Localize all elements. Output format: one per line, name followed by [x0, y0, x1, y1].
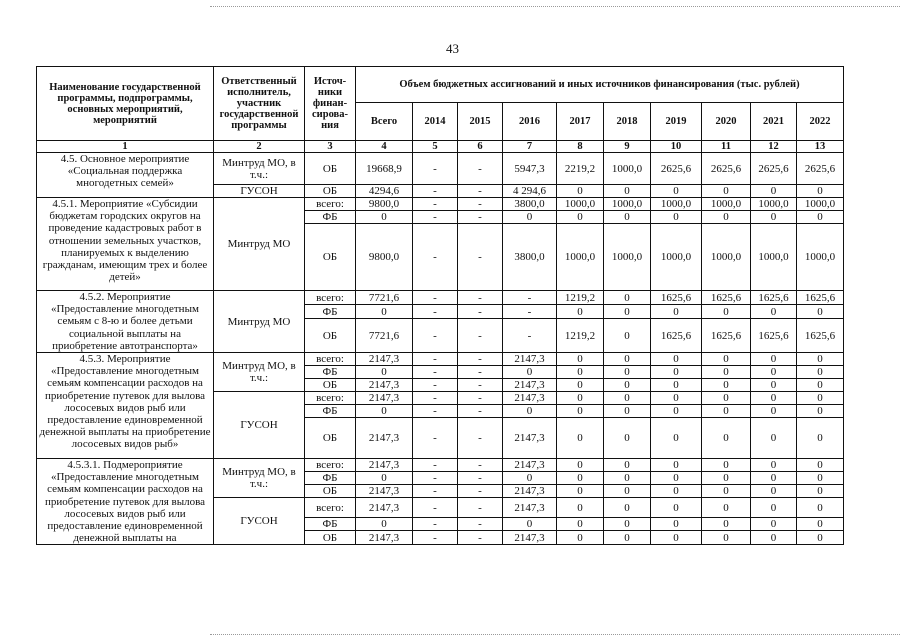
value-cell: 0: [797, 379, 844, 392]
column-number-cell: 11: [702, 141, 751, 153]
value-cell: 0: [702, 472, 751, 485]
value-cell: 19668,9: [356, 153, 413, 185]
value-cell: 0: [702, 366, 751, 379]
value-cell: 0: [797, 185, 844, 198]
value-cell: 2147,3: [503, 459, 557, 472]
value-cell: 0: [651, 185, 702, 198]
value-cell: 0: [604, 366, 651, 379]
header-year-cell: 2018: [604, 103, 651, 141]
value-cell: -: [458, 319, 503, 353]
value-cell: 2147,3: [356, 353, 413, 366]
value-cell: -: [413, 198, 458, 211]
value-cell: 0: [797, 518, 844, 531]
value-cell: 1219,2: [557, 291, 604, 305]
value-cell: 1000,0: [651, 224, 702, 291]
value-cell: 0: [702, 305, 751, 319]
value-cell: 2147,3: [503, 379, 557, 392]
column-number-cell: 6: [458, 141, 503, 153]
value-cell: -: [458, 366, 503, 379]
value-cell: 0: [356, 366, 413, 379]
value-cell: 0: [702, 518, 751, 531]
value-cell: 0: [797, 366, 844, 379]
value-cell: 2147,3: [503, 531, 557, 545]
source-cell: всего:: [305, 459, 356, 472]
value-cell: 1625,6: [651, 291, 702, 305]
value-cell: -: [413, 211, 458, 224]
source-cell: ФБ: [305, 305, 356, 319]
value-cell: 1625,6: [797, 319, 844, 353]
value-cell: -: [413, 366, 458, 379]
value-cell: 1219,2: [557, 319, 604, 353]
value-cell: 2147,3: [503, 353, 557, 366]
value-cell: 0: [702, 531, 751, 545]
value-cell: 0: [604, 353, 651, 366]
value-cell: 0: [751, 518, 797, 531]
executor-cell: ГУСОН: [214, 392, 305, 459]
value-cell: -: [458, 418, 503, 459]
source-cell: всего:: [305, 353, 356, 366]
value-cell: 0: [797, 498, 844, 518]
value-cell: 0: [751, 472, 797, 485]
page-number: 43: [446, 41, 459, 56]
value-cell: 0: [702, 392, 751, 405]
header-year-cell: 2021: [751, 103, 797, 141]
value-cell: 0: [651, 305, 702, 319]
table-row: [37, 198, 844, 211]
value-cell: 0: [356, 518, 413, 531]
value-cell: 7721,6: [356, 291, 413, 305]
value-cell: 0: [356, 472, 413, 485]
value-cell: -: [413, 459, 458, 472]
value-cell: 0: [651, 418, 702, 459]
value-cell: 0: [604, 379, 651, 392]
value-cell: 0: [604, 498, 651, 518]
measure-name-cell: 4.5.1. Мероприятие «Субсидии бюджетам городских округов на проведение кадастровых работ в отношении земельных участков, планируемых к выделению гражданам, имеющим трех и более детей»: [37, 198, 214, 291]
value-cell: -: [503, 305, 557, 319]
value-cell: 2147,3: [356, 379, 413, 392]
executor-cell: Минтруд МО, в т.ч.:: [214, 153, 305, 185]
value-cell: 0: [651, 459, 702, 472]
column-number-cell: 9: [604, 141, 651, 153]
value-cell: -: [458, 518, 503, 531]
value-cell: 7721,6: [356, 319, 413, 353]
column-number-cell: 2: [214, 141, 305, 153]
value-cell: 0: [702, 498, 751, 518]
measure-name-cell: 4.5.3. Мероприятие «Предоставление многодетным семьям компенсации расходов на приобретение путевок для вылова лососевых видов рыб или предоставление единовременной денежной выплаты на приобретение лососевых видов рыб»: [37, 353, 214, 459]
value-cell: 0: [751, 498, 797, 518]
column-number-cell: 7: [503, 141, 557, 153]
bottom-edge-line: [210, 634, 900, 635]
value-cell: -: [503, 291, 557, 305]
value-cell: 0: [651, 531, 702, 545]
header-year-cell: 2015: [458, 103, 503, 141]
column-number-cell: 5: [413, 141, 458, 153]
value-cell: -: [413, 418, 458, 459]
value-cell: 1000,0: [604, 153, 651, 185]
value-cell: -: [458, 353, 503, 366]
value-cell: 2147,3: [356, 498, 413, 518]
value-cell: 0: [356, 211, 413, 224]
value-cell: 1625,6: [751, 319, 797, 353]
source-cell: всего:: [305, 392, 356, 405]
column-number-cell: 3: [305, 141, 356, 153]
value-cell: 4294,6: [356, 185, 413, 198]
value-cell: 0: [356, 305, 413, 319]
value-cell: 0: [651, 498, 702, 518]
value-cell: 1000,0: [797, 224, 844, 291]
value-cell: 5947,3: [503, 153, 557, 185]
value-cell: 0: [651, 485, 702, 498]
value-cell: 1000,0: [557, 198, 604, 211]
value-cell: 0: [651, 353, 702, 366]
value-cell: 1625,6: [702, 291, 751, 305]
value-cell: -: [413, 472, 458, 485]
value-cell: -: [458, 211, 503, 224]
value-cell: 2147,3: [503, 485, 557, 498]
value-cell: 0: [751, 405, 797, 418]
source-cell: ОБ: [305, 319, 356, 353]
value-cell: 0: [751, 485, 797, 498]
value-cell: -: [458, 185, 503, 198]
measure-name-cell: 4.5.3.1. Подмероприятие «Предоставление многодетным семьям компенсации расходов на приобретение путевок для вылова лососевых видов рыб или предоставление единовременной денежной выплаты на: [37, 459, 214, 545]
value-cell: 0: [557, 366, 604, 379]
value-cell: 0: [651, 211, 702, 224]
value-cell: 1000,0: [702, 198, 751, 211]
value-cell: 0: [797, 405, 844, 418]
value-cell: 0: [702, 379, 751, 392]
value-cell: 0: [751, 305, 797, 319]
value-cell: 2147,3: [503, 392, 557, 405]
value-cell: 0: [751, 392, 797, 405]
value-cell: 0: [702, 418, 751, 459]
value-cell: 2625,6: [797, 153, 844, 185]
value-cell: -: [413, 379, 458, 392]
header-executor-column: Ответственный исполнитель, участник государственной программы: [214, 67, 305, 141]
value-cell: 1625,6: [651, 319, 702, 353]
value-cell: 2625,6: [702, 153, 751, 185]
value-cell: 0: [751, 531, 797, 545]
value-cell: 0: [503, 366, 557, 379]
value-cell: 0: [751, 366, 797, 379]
value-cell: 1000,0: [702, 224, 751, 291]
column-number-cell: 4: [356, 141, 413, 153]
value-cell: 0: [557, 485, 604, 498]
column-number-cell: 10: [651, 141, 702, 153]
executor-cell: Минтруд МО: [214, 198, 305, 291]
value-cell: -: [413, 405, 458, 418]
value-cell: 0: [604, 405, 651, 418]
value-cell: 2625,6: [651, 153, 702, 185]
source-cell: ФБ: [305, 518, 356, 531]
source-cell: ОБ: [305, 485, 356, 498]
value-cell: 0: [702, 459, 751, 472]
value-cell: 0: [651, 366, 702, 379]
value-cell: 0: [797, 418, 844, 459]
value-cell: 1000,0: [604, 198, 651, 211]
value-cell: 0: [797, 353, 844, 366]
measure-name-cell: 4.5. Основное мероприятие «Социальная поддержка многодетных семей»: [37, 153, 214, 198]
value-cell: 0: [751, 418, 797, 459]
value-cell: 2625,6: [751, 153, 797, 185]
executor-cell: Минтруд МО, в т.ч.:: [214, 353, 305, 392]
value-cell: 0: [604, 485, 651, 498]
executor-cell: Минтруд МО: [214, 291, 305, 353]
source-cell: ФБ: [305, 405, 356, 418]
budget-table: [36, 66, 844, 545]
source-cell: всего:: [305, 198, 356, 211]
value-cell: 0: [702, 485, 751, 498]
value-cell: 2147,3: [356, 531, 413, 545]
value-cell: 0: [604, 531, 651, 545]
value-cell: 0: [503, 405, 557, 418]
value-cell: 0: [604, 305, 651, 319]
value-cell: 0: [557, 498, 604, 518]
value-cell: -: [413, 153, 458, 185]
value-cell: 0: [557, 353, 604, 366]
value-cell: 0: [797, 459, 844, 472]
value-cell: 1000,0: [797, 198, 844, 211]
column-number-cell: 8: [557, 141, 604, 153]
value-cell: 2147,3: [356, 392, 413, 405]
value-cell: 0: [751, 379, 797, 392]
value-cell: 2147,3: [356, 459, 413, 472]
value-cell: 0: [651, 405, 702, 418]
header-source-column: Источ-ники финан-сирова-ния: [305, 67, 356, 141]
executor-cell: ГУСОН: [214, 498, 305, 545]
value-cell: 0: [651, 472, 702, 485]
value-cell: 0: [797, 485, 844, 498]
header-year-cell: 2016: [503, 103, 557, 141]
table-row: [37, 153, 844, 185]
value-cell: -: [413, 498, 458, 518]
header-year-cell: 2014: [413, 103, 458, 141]
value-cell: 3800,0: [503, 198, 557, 211]
header-name-column: Наименование государственной программы, подпрограммы, основных мероприятий, мероприятий: [37, 67, 214, 141]
value-cell: 0: [356, 405, 413, 418]
value-cell: 0: [557, 418, 604, 459]
value-cell: -: [458, 291, 503, 305]
value-cell: 0: [557, 392, 604, 405]
table-row: [37, 459, 844, 472]
value-cell: 0: [797, 305, 844, 319]
value-cell: 0: [557, 472, 604, 485]
value-cell: 0: [702, 405, 751, 418]
value-cell: 0: [604, 518, 651, 531]
value-cell: 1625,6: [751, 291, 797, 305]
value-cell: -: [413, 305, 458, 319]
value-cell: -: [413, 531, 458, 545]
value-cell: -: [458, 305, 503, 319]
executor-cell: Минтруд МО, в т.ч.:: [214, 459, 305, 498]
value-cell: -: [413, 392, 458, 405]
value-cell: 0: [557, 518, 604, 531]
source-cell: ОБ: [305, 379, 356, 392]
value-cell: 1625,6: [797, 291, 844, 305]
value-cell: 0: [604, 211, 651, 224]
value-cell: 0: [557, 379, 604, 392]
value-cell: 0: [797, 531, 844, 545]
value-cell: 0: [557, 211, 604, 224]
source-cell: ФБ: [305, 472, 356, 485]
value-cell: 0: [797, 392, 844, 405]
header-year-cell: 2022: [797, 103, 844, 141]
value-cell: -: [458, 472, 503, 485]
value-cell: 2147,3: [356, 418, 413, 459]
source-cell: ОБ: [305, 185, 356, 198]
value-cell: 0: [503, 211, 557, 224]
value-cell: -: [458, 459, 503, 472]
top-edge-line: [210, 6, 900, 7]
value-cell: 1000,0: [557, 224, 604, 291]
value-cell: -: [458, 379, 503, 392]
value-cell: -: [458, 392, 503, 405]
value-cell: 0: [503, 518, 557, 531]
value-cell: 0: [751, 353, 797, 366]
value-cell: 1000,0: [604, 224, 651, 291]
source-cell: всего:: [305, 498, 356, 518]
value-cell: 1000,0: [651, 198, 702, 211]
source-cell: всего:: [305, 291, 356, 305]
header-volume-column: Объем бюджетных ассигнований и иных источников финансирования (тыс. рублей): [356, 67, 844, 103]
value-cell: 0: [651, 518, 702, 531]
value-cell: 0: [702, 185, 751, 198]
value-cell: -: [458, 153, 503, 185]
value-cell: -: [458, 198, 503, 211]
column-number-cell: 13: [797, 141, 844, 153]
value-cell: 0: [702, 211, 751, 224]
value-cell: 0: [751, 211, 797, 224]
value-cell: 1000,0: [751, 198, 797, 211]
value-cell: 2147,3: [503, 418, 557, 459]
value-cell: 0: [557, 405, 604, 418]
value-cell: -: [503, 319, 557, 353]
source-cell: ОБ: [305, 531, 356, 545]
source-cell: ФБ: [305, 366, 356, 379]
value-cell: 1625,6: [702, 319, 751, 353]
header-year-cell: 2019: [651, 103, 702, 141]
value-cell: 2147,3: [356, 485, 413, 498]
value-cell: 0: [604, 319, 651, 353]
executor-cell: ГУСОН: [214, 185, 305, 198]
header-year-cell: 2017: [557, 103, 604, 141]
source-cell: ОБ: [305, 418, 356, 459]
source-cell: ФБ: [305, 211, 356, 224]
value-cell: 0: [604, 472, 651, 485]
value-cell: 0: [702, 353, 751, 366]
value-cell: 4 294,6: [503, 185, 557, 198]
value-cell: 0: [503, 472, 557, 485]
value-cell: 0: [604, 459, 651, 472]
value-cell: 3800,0: [503, 224, 557, 291]
value-cell: -: [458, 485, 503, 498]
value-cell: -: [458, 405, 503, 418]
table-row: [37, 291, 844, 305]
measure-name-cell: 4.5.2. Мероприятие «Предоставление многодетным семьям с 8-ю и более детьми социальной выплаты на приобретение автотранспорта»: [37, 291, 214, 353]
value-cell: 9800,0: [356, 224, 413, 291]
value-cell: 0: [751, 459, 797, 472]
source-cell: ОБ: [305, 224, 356, 291]
value-cell: 0: [797, 472, 844, 485]
value-cell: 0: [651, 392, 702, 405]
column-number-cell: 1: [37, 141, 214, 153]
value-cell: 0: [557, 459, 604, 472]
value-cell: -: [413, 485, 458, 498]
value-cell: 9800,0: [356, 198, 413, 211]
value-cell: -: [413, 518, 458, 531]
header-year-cell: 2020: [702, 103, 751, 141]
value-cell: 0: [557, 531, 604, 545]
value-cell: 0: [557, 305, 604, 319]
value-cell: 0: [604, 291, 651, 305]
value-cell: -: [458, 224, 503, 291]
table-row: [37, 353, 844, 366]
value-cell: -: [458, 531, 503, 545]
value-cell: -: [413, 319, 458, 353]
value-cell: -: [413, 224, 458, 291]
value-cell: -: [413, 353, 458, 366]
value-cell: -: [413, 291, 458, 305]
value-cell: 0: [604, 418, 651, 459]
value-cell: 0: [604, 392, 651, 405]
value-cell: 0: [651, 379, 702, 392]
value-cell: 0: [557, 185, 604, 198]
column-number-cell: 12: [751, 141, 797, 153]
value-cell: -: [413, 185, 458, 198]
value-cell: -: [458, 498, 503, 518]
value-cell: 0: [604, 185, 651, 198]
source-cell: ОБ: [305, 153, 356, 185]
value-cell: 0: [751, 185, 797, 198]
value-cell: 2147,3: [503, 498, 557, 518]
value-cell: 1000,0: [751, 224, 797, 291]
value-cell: 2219,2: [557, 153, 604, 185]
header-year-cell: Всего: [356, 103, 413, 141]
value-cell: 0: [797, 211, 844, 224]
